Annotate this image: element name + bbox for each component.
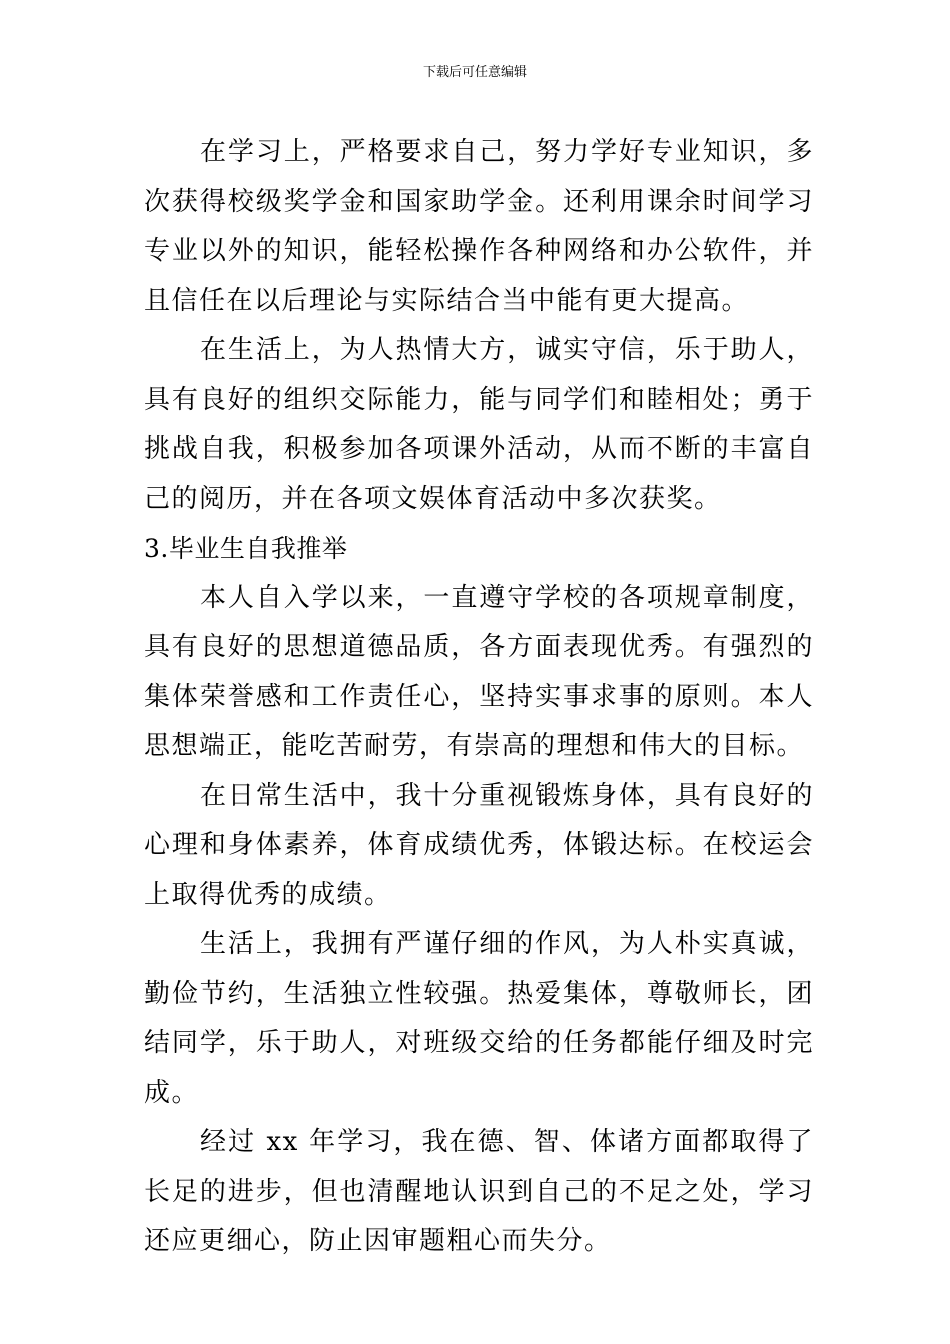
- paragraph-daily-life: 在日常生活中，我十分重视锻炼身体，具有良好的心理和身体素养，体育成绩优秀，体锻达标。在校运会上取得优秀的成绩。: [144, 780, 814, 910]
- document-body: [144, 128, 814, 1267]
- paragraph-summary: 经过 xx 年学习，我在德、智、体诸方面都取得了长足的进步，但也清醒地认识到自己的不足之处，学习还应更细心，防止因审题粗心而失分。: [144, 1127, 814, 1256]
- paragraph-study: 在学习上，严格要求自己，努力学好专业知识，多次获得校级奖学金和国家助学金。还利用课余时间学习专业以外的知识，能轻松操作各种网络和办公软件，并且信任在以后理论与实际结合当中能有更大提高。: [144, 137, 814, 316]
- paragraph-life: 在生活上，为人热情大方，诚实守信，乐于助人，具有良好的组织交际能力，能与同学们和睦相处；勇于挑战自我，积极参加各项课外活动，从而不断的丰富自己的阅历，并在各项文娱体育活动中多次获奖。: [144, 335, 814, 514]
- paragraph-self-intro: 本人自入学以来，一直遵守学校的各项规章制度，具有良好的思想道德品质，各方面表现优秀。有强烈的集体荣誉感和工作责任心，坚持实事求事的原则。本人思想端正，能吃苦耐劳，有崇高的理想和伟大的目标。: [144, 582, 814, 761]
- section-heading: 3.毕业生自我推举: [144, 534, 348, 563]
- page-header: 下载后可任意编辑: [422, 65, 527, 80]
- paragraph-character: 生活上，我拥有严谨仔细的作风，为人朴实真诚，勤俭节约，生活独立性较强。热爱集体，尊敬师长，团结同学，乐于助人，对班级交给的任务都能仔细及时完成。: [144, 929, 814, 1108]
